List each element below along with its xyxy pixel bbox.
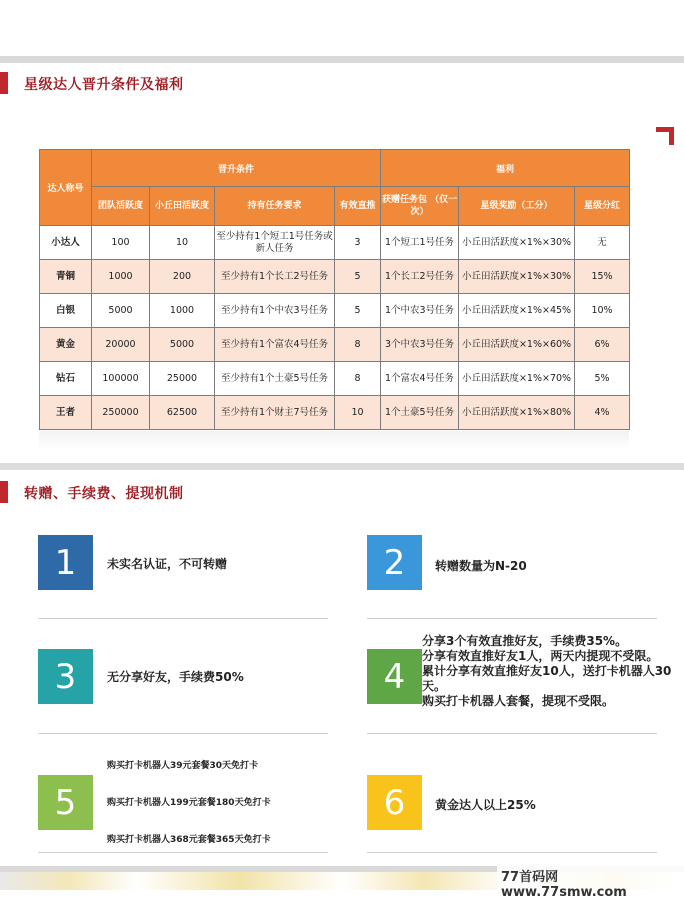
header-field-activity: 小丘田活跃度 — [150, 187, 215, 226]
table-cell: 小丘田活跃度×1%×60% — [459, 328, 575, 362]
rule-divider — [38, 733, 328, 734]
table-cell: 6% — [575, 328, 630, 362]
rule-4-line: 分享有效直推好友1人，两天内提现不受限。 — [422, 649, 659, 663]
header-star-dividend: 星级分红 — [575, 187, 630, 226]
table-row — [40, 362, 630, 396]
table-cell: 10 — [150, 226, 215, 260]
table-cell: 小丘田活跃度×1%×30% — [459, 226, 575, 260]
table-cell: 8 — [335, 328, 381, 362]
table-cell: 至少持有1个土豪5号任务 — [215, 362, 335, 396]
rule-divider — [367, 733, 657, 734]
table-cell: 5000 — [150, 328, 215, 362]
table-cell: 5000 — [92, 294, 150, 328]
header-direct-referrals: 有效直推 — [335, 187, 381, 226]
table-cell: 1个长工2号任务 — [381, 260, 459, 294]
table-cell: 250000 — [92, 396, 150, 430]
table-cell: 5% — [575, 362, 630, 396]
table-row — [40, 396, 630, 430]
table-cell: 至少持有1个中农3号任务 — [215, 294, 335, 328]
table-cell: 10% — [575, 294, 630, 328]
top-divider — [0, 56, 684, 63]
promotion-table — [39, 149, 629, 430]
table-cell: 无 — [575, 226, 630, 260]
rule-text-4 — [422, 634, 684, 709]
site-watermark: 77首码网 www.77smw.com — [497, 866, 684, 900]
rule-4-line: 购买打卡机器人套餐，提现不受限。 — [422, 694, 615, 708]
table-cell: 15% — [575, 260, 630, 294]
table-cell: 1个土豪5号任务 — [381, 396, 459, 430]
table-cell: 4% — [575, 396, 630, 430]
table-cell: 3 — [335, 226, 381, 260]
header-promotion: 晋升条件 — [92, 150, 381, 187]
table-cell: 5 — [335, 294, 381, 328]
header-team-activity: 团队活跃度 — [92, 187, 150, 226]
table-cell: 小丘田活跃度×1%×45% — [459, 294, 575, 328]
rank-cell: 小达人 — [40, 226, 92, 260]
table-cell: 1个中农3号任务 — [381, 294, 459, 328]
table-cell: 100000 — [92, 362, 150, 396]
table-cell: 1个富农4号任务 — [381, 362, 459, 396]
header-gift-package: 获赠任务包 （仅一次） — [381, 187, 459, 226]
rule-number-5: 5 — [38, 775, 93, 830]
corner-decoration — [656, 127, 674, 145]
table-row — [40, 294, 630, 328]
rule-divider — [38, 618, 328, 619]
section-marker — [0, 72, 8, 94]
table-cell: 100 — [92, 226, 150, 260]
table-cell: 3个中农3号任务 — [381, 328, 459, 362]
table-cell: 至少持有1个长工2号任务 — [215, 260, 335, 294]
rule-4-line: 天。 — [422, 679, 447, 693]
rule-number-6: 6 — [367, 775, 422, 830]
section-title-promotion: 星级达人晋升条件及福利 — [24, 77, 184, 93]
rule-text-5 — [107, 758, 271, 845]
rank-cell: 钻石 — [40, 362, 92, 396]
table-cell: 小丘田活跃度×1%×80% — [459, 396, 575, 430]
rule-number-4: 4 — [367, 649, 422, 704]
rank-cell: 王者 — [40, 396, 92, 430]
rule-5-line: 购买打卡机器人199元套餐180天免打卡 — [107, 798, 271, 808]
rule-divider — [38, 852, 328, 853]
rule-text-2: 转赠数量为N-20 — [435, 559, 527, 573]
table-row — [40, 226, 630, 260]
table-cell: 1000 — [92, 260, 150, 294]
rule-number-2: 2 — [367, 535, 422, 590]
rule-4-line: 分享3个有效直推好友，手续费35%。 — [422, 634, 628, 648]
table-row — [40, 328, 630, 362]
header-task-requirement: 持有任务要求 — [215, 187, 335, 226]
table-cell: 25000 — [150, 362, 215, 396]
rule-number-3: 3 — [38, 649, 93, 704]
table-cell: 至少持有1个财主7号任务 — [215, 396, 335, 430]
table-cell: 8 — [335, 362, 381, 396]
table-cell: 至少持有1个短工1号任务或新人任务 — [215, 226, 335, 260]
table-cell: 小丘田活跃度×1%×30% — [459, 260, 575, 294]
table-cell: 200 — [150, 260, 215, 294]
rule-text-1: 未实名认证，不可转赠 — [107, 557, 228, 571]
table-cell: 至少持有1个富农4号任务 — [215, 328, 335, 362]
table-cell: 10 — [335, 396, 381, 430]
rule-text-6: 黄金达人以上25% — [435, 798, 536, 812]
header-rank: 达人称号 — [40, 150, 92, 226]
section-marker — [0, 481, 8, 503]
table-cell: 20000 — [92, 328, 150, 362]
table-cell: 62500 — [150, 396, 215, 430]
rank-cell: 黄金 — [40, 328, 92, 362]
rule-text-3: 无分享好友，手续费50% — [107, 670, 244, 684]
section-divider — [0, 463, 684, 470]
table-cell: 1个短工1号任务 — [381, 226, 459, 260]
rank-cell: 白银 — [40, 294, 92, 328]
rule-divider — [367, 618, 657, 619]
top-bar — [0, 0, 684, 60]
rule-number-1: 1 — [38, 535, 93, 590]
rule-4-line: 累计分享有效直推好友10人，送打卡机器人30 — [422, 664, 672, 678]
table-cell: 小丘田活跃度×1%×70% — [459, 362, 575, 396]
header-benefit: 福利 — [381, 150, 630, 187]
rank-cell: 青铜 — [40, 260, 92, 294]
table-cell: 1000 — [150, 294, 215, 328]
table-row — [40, 260, 630, 294]
section-title-rules: 转赠、手续费、提现机制 — [24, 486, 184, 502]
rule-5-line: 购买打卡机器人39元套餐30天免打卡 — [107, 761, 259, 771]
rule-divider — [367, 852, 657, 853]
table-cell: 5 — [335, 260, 381, 294]
rule-5-line: 购买打卡机器人368元套餐365天免打卡 — [107, 835, 271, 845]
header-star-reward: 星级奖励（工分） — [459, 187, 575, 226]
table-shadow — [39, 431, 629, 449]
